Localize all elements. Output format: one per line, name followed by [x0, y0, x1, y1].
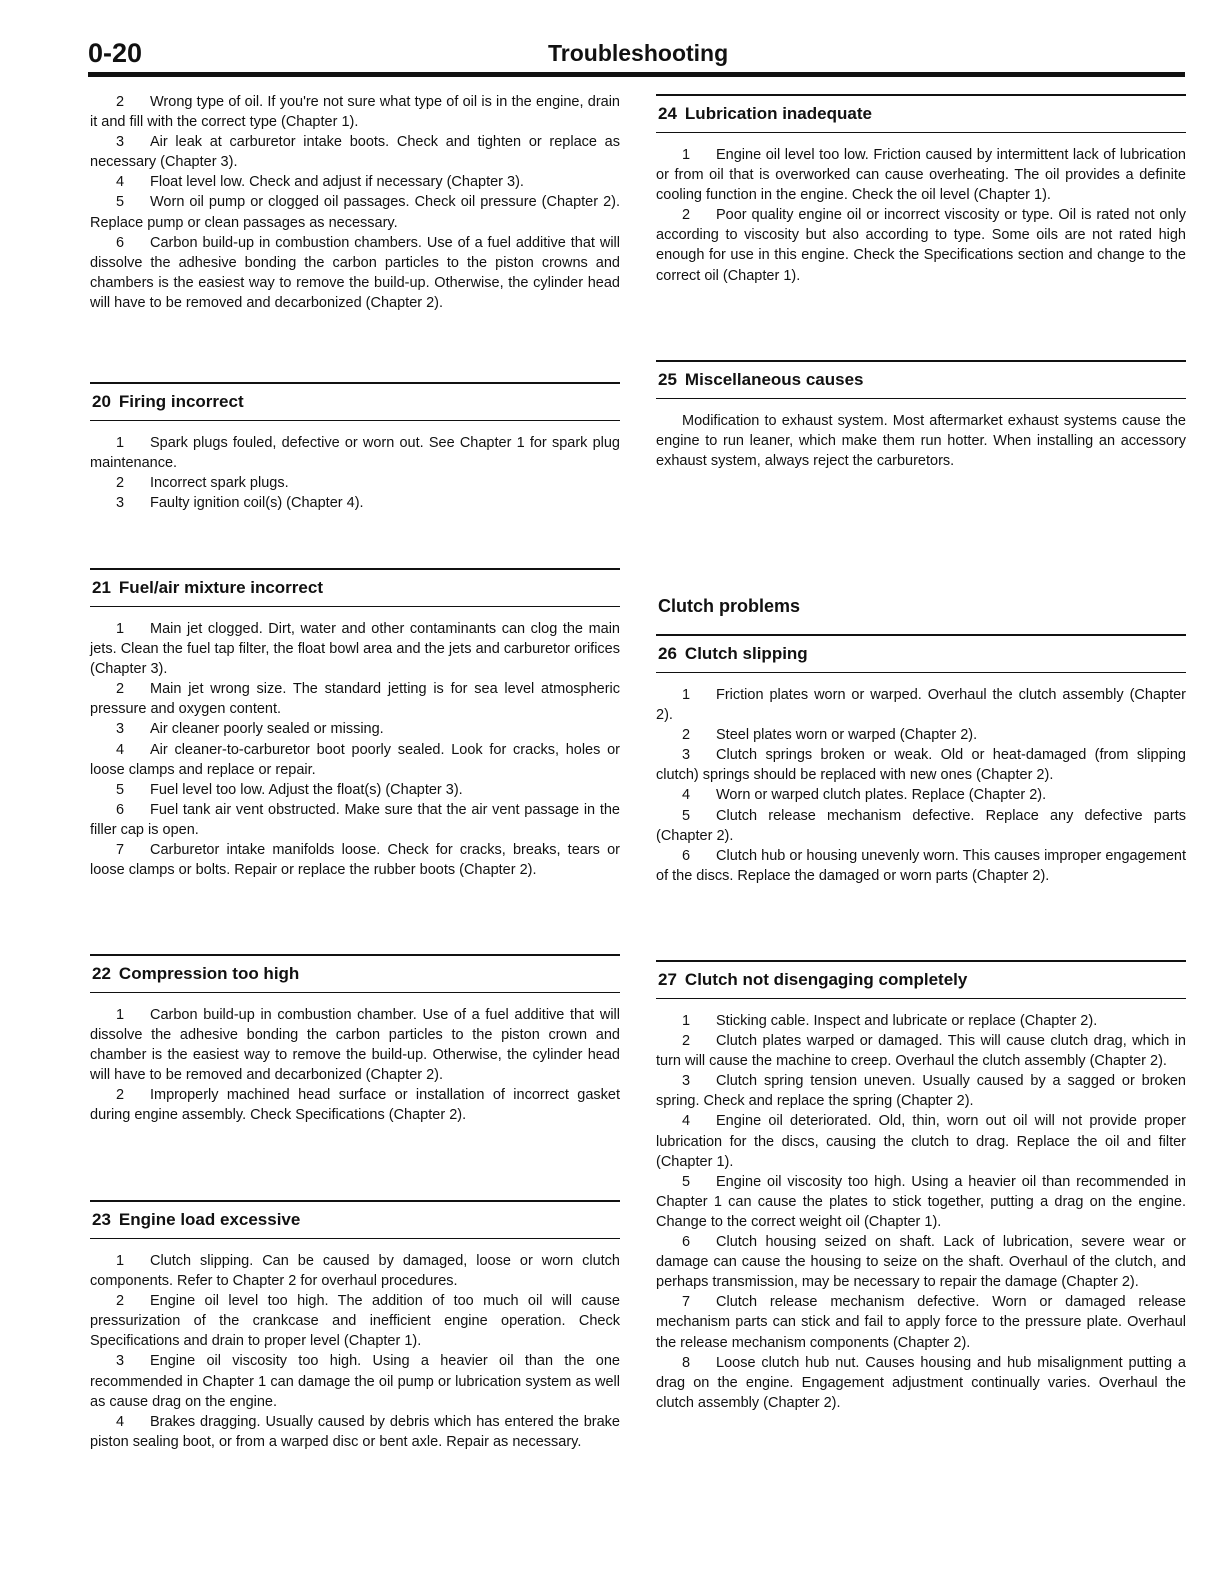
list-item: 2 Poor quality engine oil or incorrect viscosity or type. Oil is rated not only according to viscosity but also according to type. Some oils are not rated high enough for use in this engine. Check the Specifications section and change to the correct oil (Chapter 1). [656, 207, 1186, 284]
intro-block [90, 92, 620, 313]
section-21 [90, 568, 620, 880]
list-item: 4 Air cleaner-to-carburetor boot poorly sealed. Look for cracks, holes or loose clamps and replace or repair. [90, 741, 620, 778]
list-item: 6 Clutch housing seized on shaft. Lack of lubrication, severe wear or damage can cause the housing to seize on the shaft. Overhaul of the clutch, and perhaps transmission, may be necessary to repair the damage (Chapter 2). [656, 1234, 1186, 1291]
header-rule [88, 72, 1185, 77]
section-title: 20 Firing incorrect [90, 384, 620, 421]
list-item: 3 Air cleaner poorly sealed or missing. [116, 721, 384, 738]
list-item: 3 Air leak at carburetor intake boots. Check and tighten or replace as necessary (Chapter 3). [90, 134, 620, 171]
list-item: 1 Sticking cable. Inspect and lubricate or replace (Chapter 2). [682, 1013, 1098, 1029]
item-list [656, 145, 1186, 286]
list-item: 3 Clutch spring tension uneven. Usually caused by a sagged or broken spring. Check and replace the spring (Chapter 2). [656, 1073, 1186, 1110]
list-item: 4 Float level low. Check and adjust if necessary (Chapter 3). [116, 174, 524, 191]
list-item: 2 Improperly machined head surface or installation of incorrect gasket during engine assembly. Check Specifications (Chapter 2). [90, 1087, 620, 1124]
list-item: 5 Engine oil viscosity too high. Using a heavier oil than recommended in Chapter 1 can cause the plates to stick together, putting a drag on the engine. Change to the correct weight oil (Chapter 1). [656, 1173, 1186, 1230]
list-item: 2 Main jet wrong size. The standard jetting is for sea level atmospheric pressure and oxygen content. [90, 681, 620, 718]
list-item: 2 Clutch plates warped or damaged. This will cause clutch drag, which in turn will cause the machine to creep. Overhaul the clutch assembly (Chapter 2). [656, 1033, 1186, 1070]
list-item: 2 Steel plates worn or warped (Chapter 2). [682, 727, 978, 744]
section-title: 26 Clutch slipping [656, 636, 1186, 673]
list-item: 4 Worn or warped clutch plates. Replace (Chapter 2). [682, 787, 1047, 804]
section-title: 27 Clutch not disengaging completely [656, 962, 1186, 999]
list-item: 7 Clutch release mechanism defective. Worn or damaged release mechanism parts can stick and fail to apply force to the pressure plate. Overhaul the release mechanism components (Chapter 2). [656, 1294, 1186, 1351]
group-title: Clutch problems [658, 596, 801, 616]
item-list [90, 1251, 620, 1452]
list-item: 5 Clutch release mechanism defective. Replace any defective parts (Chapter 2). [656, 807, 1186, 844]
section-title: 21 Fuel/air mixture incorrect [90, 570, 620, 607]
list-item: 2 Engine oil level too high. The addition of too much oil will cause pressurization of the crankcase and inefficient engine operation. Check Specifications and drain to proper level (Chapter 1). [90, 1293, 620, 1350]
list-item: 1 Clutch slipping. Can be caused by damaged, loose or worn clutch components. Refer to Chapter 2 for overhaul procedures. [90, 1253, 620, 1290]
list-item: 4 Brakes dragging. Usually caused by debris which has entered the brake piston sealing boot, or from a warped disc or bent axle. Repair as necessary. [90, 1413, 620, 1450]
list-item: 3 Clutch springs broken or weak. Old or heat-damaged (from slipping clutch) springs should be replaced with new ones (Chapter 2). [656, 747, 1186, 784]
list-item: 2 Wrong type of oil. If you're not sure what type of oil is in the engine, drain it and fill with the correct type (Chapter 1). [90, 94, 620, 131]
page-title: Troubleshooting [548, 40, 729, 66]
list-item: 5 Fuel level too low. Adjust the float(s) (Chapter 3). [116, 781, 463, 798]
section-title: 23 Engine load excessive [90, 1202, 620, 1239]
clutch-problems-heading [656, 594, 1186, 617]
list-item: 1 Carbon build-up in combustion chamber. Use of a fuel additive that will dissolve the adhesive bonding the carbon particles to the piston crown and chamber is the easiest way to remove the build-up. Otherwise, the cylinder head will have to be removed and decarbonized (Chapter 2). [90, 1007, 620, 1084]
section-title: 22 Compression too high [90, 956, 620, 993]
section-24 [656, 94, 1186, 286]
page-number: 0-20 [88, 38, 143, 68]
list-item: 3 Engine oil viscosity too high. Using a heavier oil than the one recommended in Chapter 1 can damage the oil pump or lubrication system as well as cause drag on the engine. [90, 1353, 620, 1410]
section-title: 24 Lubrication inadequate [656, 96, 1186, 133]
section-25 [656, 360, 1186, 471]
section-20 [90, 382, 620, 513]
section-23 [90, 1200, 620, 1452]
list-item: 1 Friction plates worn or warped. Overhaul the clutch assembly (Chapter 2). [656, 687, 1186, 724]
item-list [656, 411, 1186, 471]
list-item: 6 Carbon build-up in combustion chambers. Use of a fuel additive that will dissolve the adhesive bonding the carbon particles to the piston crowns and chambers is the easiest way to remove the build-up. Otherwise, the cylinder head will have to be removed and decarbonized (Chapter 2). [90, 234, 620, 311]
list-item: 3 Faulty ignition coil(s) (Chapter 4). [116, 495, 364, 512]
item-list [656, 685, 1186, 886]
item-list [90, 619, 620, 880]
list-item: 6 Clutch hub or housing unevenly worn. This causes improper engagement of the discs. Replace the damaged or worn parts (Chapter 2). [656, 847, 1186, 884]
item-list [656, 1011, 1186, 1413]
section-title: 25 Miscellaneous causes [656, 362, 1186, 399]
item-list [90, 433, 620, 513]
section-26 [656, 634, 1186, 886]
list-item: 1 Spark plugs fouled, defective or worn out. See Chapter 1 for spark plug maintenance. [90, 435, 620, 472]
item-list [90, 1005, 620, 1126]
list-item: 6 Fuel tank air vent obstructed. Make sure that the air vent passage in the filler cap is open. [90, 801, 620, 838]
paragraph: Modification to exhaust system. Most aftermarket exhaust systems cause the engine to run leaner, which make them run hotter. When installing an accessory exhaust system, always reject the carburetors. [656, 413, 1186, 470]
list-item: 4 Engine oil deteriorated. Old, thin, worn out oil will not provide proper lubrication for the discs, causing the clutch to drag. Replace the oil and filter (Chapter 1). [656, 1113, 1186, 1170]
list-item: 1 Engine oil level too low. Friction caused by intermittent lack of lubrication or from oil that is overworked can cause overheating. The oil provides a definite cooling function in the engine. Check the oil level (Chapter 1). [656, 147, 1186, 204]
item-list [90, 92, 620, 313]
list-item: 2 Incorrect spark plugs. [116, 475, 289, 492]
section-22 [90, 954, 620, 1126]
list-item: 7 Carburetor intake manifolds loose. Check for cracks, breaks, tears or loose clamps or bolts. Repair or replace the rubber boots (Chapter 2). [90, 842, 620, 879]
section-27 [656, 960, 1186, 1413]
list-item: 8 Loose clutch hub nut. Causes housing and hub misalignment putting a drag on the engine. Engagement adjustment continually varies. Overhaul the clutch assembly (Chapter 2). [656, 1354, 1186, 1411]
list-item: 5 Worn oil pump or clogged oil passages. Check oil pressure (Chapter 2). Replace pump or clean passages as necessary. [90, 194, 620, 231]
page-header [88, 34, 1185, 74]
list-item: 1 Main jet clogged. Dirt, water and other contaminants can clog the main jets. Clean the fuel tap filter, the float bowl area and the jets and carburetor orifices (Chapter 3). [90, 621, 620, 678]
